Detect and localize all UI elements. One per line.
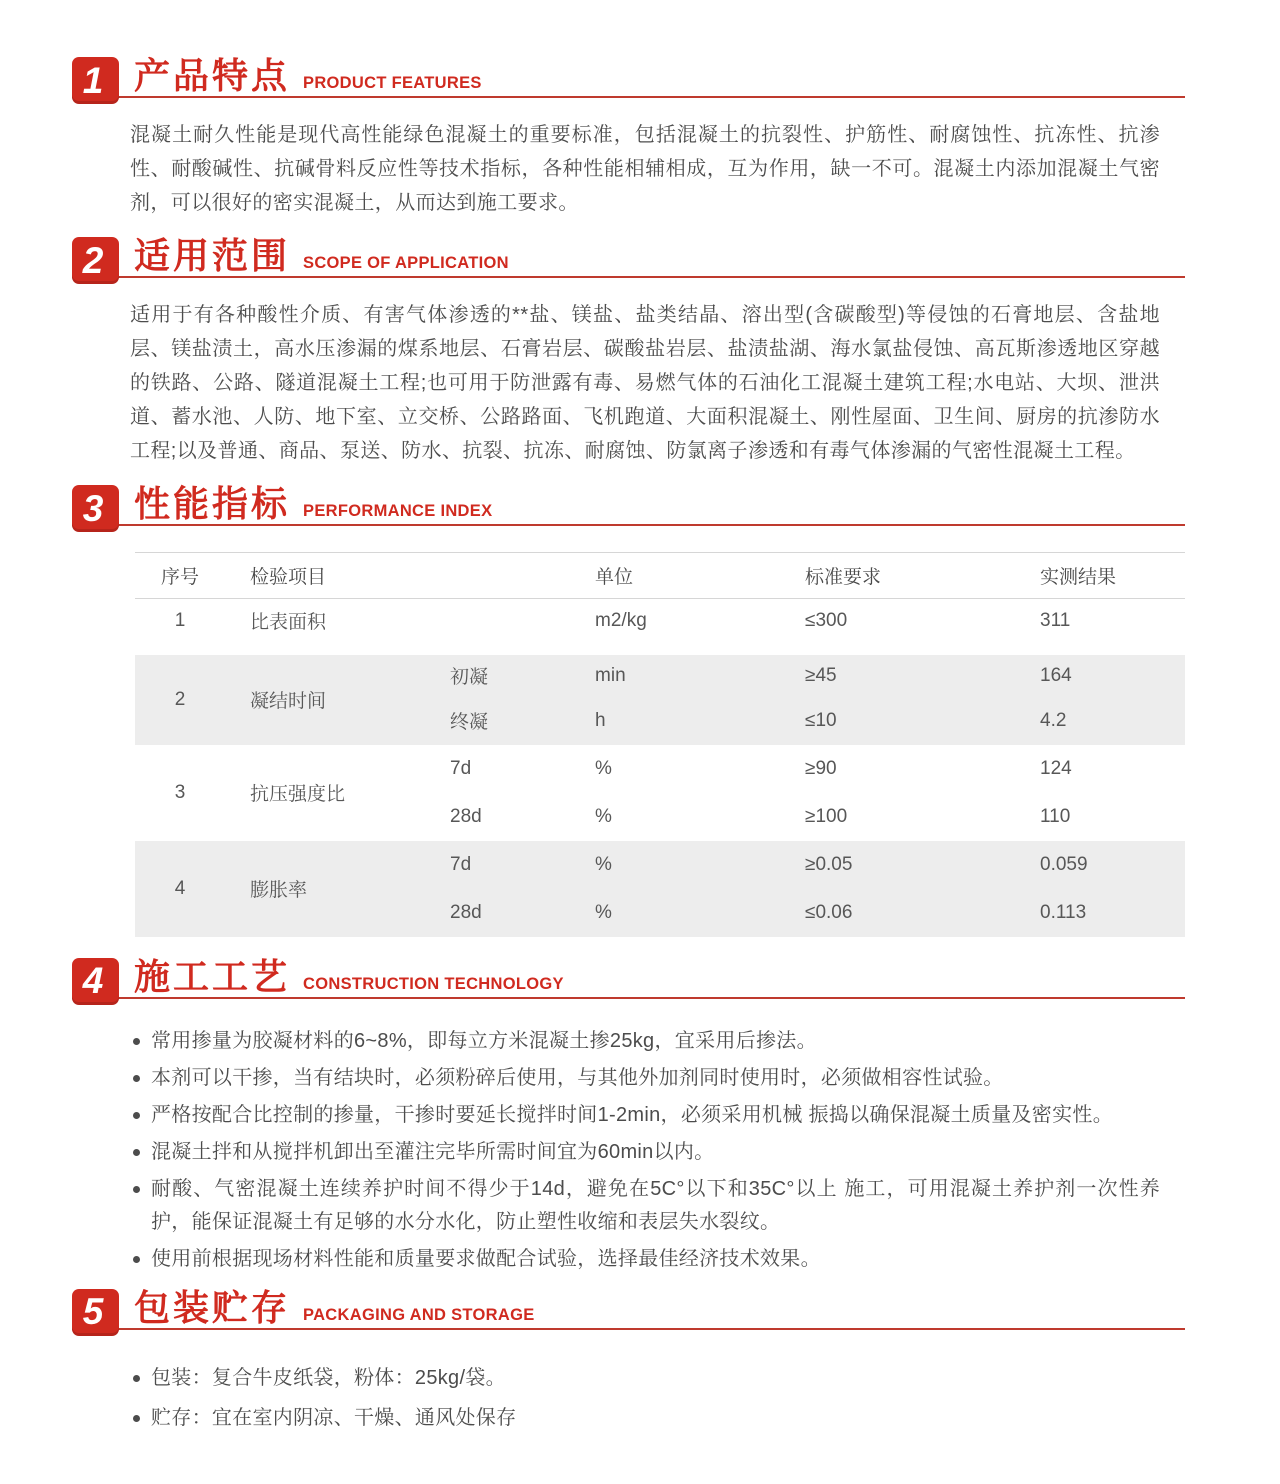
cell-subitem: 28d [450, 805, 482, 827]
bullet-dot-icon [133, 1038, 140, 1045]
section-title: 施工工艺 [134, 955, 291, 997]
section-underline [72, 1328, 1185, 1330]
cell-item: 凝结时间 [250, 691, 327, 712]
cell-unit: h [595, 709, 606, 731]
cell-requirement: ≤0.06 [805, 901, 853, 923]
section-underline [72, 276, 1185, 278]
bullet-text: 严格按配合比控制的掺量，干掺时要延长搅拌时间1-2min，必须采用机械 振捣以确保混凝土质量及密实性。 [151, 1103, 1113, 1126]
section-4-header [72, 953, 1185, 1005]
header-cell-requirement: 标准要求 [790, 553, 1020, 599]
bullet-item [130, 1062, 1160, 1095]
cell-subitem: 7d [450, 853, 472, 875]
cell-requirement: ≤10 [805, 709, 837, 731]
bullet-item [130, 1099, 1160, 1132]
section-titles [134, 955, 564, 997]
section-underline [72, 524, 1185, 526]
bullet-item [130, 1362, 1160, 1395]
section-titles [134, 55, 482, 96]
section-number-badge: 3 [72, 485, 119, 532]
bullet-text: 使用前根据现场材料性能和质量要求做配合试验，选择最佳经济技术效果。 [151, 1247, 821, 1270]
section-subtitle-en: PERFORMANCE INDEX [303, 502, 493, 520]
bullet-dot-icon [133, 1186, 140, 1193]
section-3-header [72, 480, 1185, 532]
section-number-badge: 1 [72, 57, 119, 104]
section-number-badge: 2 [72, 237, 119, 284]
cell-result: 0.113 [1040, 901, 1087, 923]
table-row [135, 841, 1185, 889]
cell-result: 110 [1040, 805, 1071, 827]
cell-subitem: 7d [450, 757, 472, 779]
header-cell-no: 序号 [135, 553, 225, 599]
bullet-dot-icon [133, 1375, 140, 1382]
section-title: 适用范围 [134, 235, 291, 276]
section-subtitle-en: SCOPE OF APPLICATION [303, 254, 509, 272]
table-row [135, 745, 1185, 793]
cell-subitem: 初凝 [450, 667, 489, 688]
cell-unit: % [595, 853, 612, 875]
section-title: 产品特点 [134, 55, 291, 96]
header-cell-result: 实测结果 [1020, 553, 1185, 599]
cell-unit: min [595, 664, 626, 686]
cell-subitem: 28d [450, 901, 482, 923]
header-cell-unit: 单位 [580, 553, 790, 599]
bullet-dot-icon [133, 1415, 140, 1422]
cell-result: 124 [1040, 757, 1072, 779]
section-5-header [72, 1284, 1185, 1336]
cell-result: 0.059 [1040, 853, 1088, 875]
section-subtitle-en: PACKAGING AND STORAGE [303, 1305, 535, 1324]
bullet-item [130, 1136, 1160, 1169]
header-cell-item: 检验项目 [225, 553, 580, 599]
construction-bullet-list [130, 1025, 1160, 1276]
section-underline [72, 997, 1185, 999]
bullet-text: 耐酸、气密混凝土连续养护时间不得少于14d，避免在5C°以下和35C°以上 施工，可用混凝土养护剂一次性养护，能保证混凝土有足够的水分水化，防止塑性收缩和表层失水裂纹。 [151, 1177, 1160, 1233]
bullet-text: 包装：复合牛皮纸袋，粉体：25kg/袋。 [151, 1366, 506, 1389]
bullet-dot-icon [133, 1256, 140, 1263]
section-2-header [72, 232, 1185, 284]
cell-no: 1 [135, 599, 225, 649]
cell-item: 膨胀率 [250, 880, 308, 901]
performance-table-wrap [135, 552, 1185, 937]
section-1-header [72, 52, 1185, 104]
bullet-dot-icon [133, 1149, 140, 1156]
cell-result: 4.2 [1040, 709, 1067, 731]
section-titles [134, 235, 509, 276]
table-header-row [135, 553, 1185, 599]
section-subtitle-en: CONSTRUCTION TECHNOLOGY [303, 974, 564, 993]
cell-unit: % [595, 901, 612, 923]
cell-subitem: 终凝 [450, 712, 489, 733]
packaging-bullet-list [130, 1362, 1160, 1435]
cell-requirement: ≥90 [805, 757, 837, 779]
cell-requirement: ≥0.05 [805, 853, 853, 875]
bullet-item [130, 1402, 1160, 1435]
cell-no: 3 [174, 781, 186, 803]
table-row [135, 599, 1185, 649]
bullet-dot-icon [133, 1112, 140, 1119]
cell-item: 抗压强度比 [250, 784, 346, 805]
table-row [135, 649, 1185, 697]
bullet-text: 贮存：宜在室内阴凉、干燥、通风处保存 [151, 1406, 517, 1429]
application-paragraph: 适用于有各种酸性介质、有害气体渗透的**盐、镁盐、盐类结晶、溶出型(含碳酸型)等侵蚀的石膏地层、含盐地层、镁盐渍土，高水压渗漏的煤系地层、石膏岩层、碳酸盐岩层、盐渍盐湖、海水氯盐侵蚀、高瓦斯渗透地区穿越的铁路、公路、隧道混凝土工程;也可用于防泄露有毒、易燃气体的石油化工混凝土建筑工程;水电站、大坝、泄洪道、蓄水池、人防、地下室、立交桥、公路路面、飞机跑道、大面积混凝土、刚性屋面、卫生间、厨房的抗渗防水工程;以及普通、商品、泵送、防水、抗裂、抗冻、耐腐蚀、防氯离子渗透和有毒气体渗漏的气密性混凝土工程。 [130, 304, 1160, 462]
cell-requirement: ≤300 [790, 599, 1020, 649]
cell-requirement: ≥45 [805, 664, 837, 686]
section-titles [134, 483, 493, 524]
bullet-dot-icon [133, 1075, 140, 1082]
cell-no: 4 [174, 877, 186, 899]
section-number-badge: 5 [72, 1289, 119, 1336]
cell-unit: % [595, 805, 612, 827]
cell-unit: % [595, 757, 612, 779]
bullet-item [130, 1025, 1160, 1058]
section-titles [134, 1286, 535, 1328]
bullet-text: 常用掺量为胶凝材料的6~8%，即每立方米混凝土掺25kg，宜采用后掺法。 [151, 1029, 817, 1052]
cell-result: 164 [1040, 664, 1072, 686]
cell-requirement: ≥100 [805, 805, 848, 827]
bullet-text: 本剂可以干掺，当有结块时，必须粉碎后使用，与其他外加剂同时使用时，必须做相容性试验。 [151, 1066, 1004, 1089]
cell-item: 比表面积 [225, 599, 580, 649]
section-underline [72, 96, 1185, 98]
section-number-badge: 4 [72, 958, 119, 1005]
cell-no: 2 [174, 688, 186, 710]
performance-table [135, 552, 1185, 937]
cell-result: 311 [1020, 599, 1185, 649]
section-subtitle-en: PRODUCT FEATURES [303, 74, 482, 92]
bullet-item [130, 1243, 1160, 1276]
section-title: 性能指标 [134, 483, 291, 524]
cell-unit: m2/kg [580, 599, 790, 649]
section-title: 包装贮存 [134, 1286, 291, 1328]
bullet-item [130, 1173, 1160, 1239]
bullet-text: 混凝土拌和从搅拌机卸出至灌注完毕所需时间宜为60min以内。 [151, 1140, 715, 1163]
features-paragraph: 混凝土耐久性能是现代高性能绿色混凝土的重要标准，包括混凝土的抗裂性、护筋性、耐腐蚀性、抗冻性、抗渗性、耐酸碱性、抗碱骨料反应性等技术指标，各种性能相辅相成，互为作用，缺一不可。混凝土内添加混凝土气密剂，可以很好的密实混凝土，从而达到施工要求。 [130, 124, 1160, 214]
